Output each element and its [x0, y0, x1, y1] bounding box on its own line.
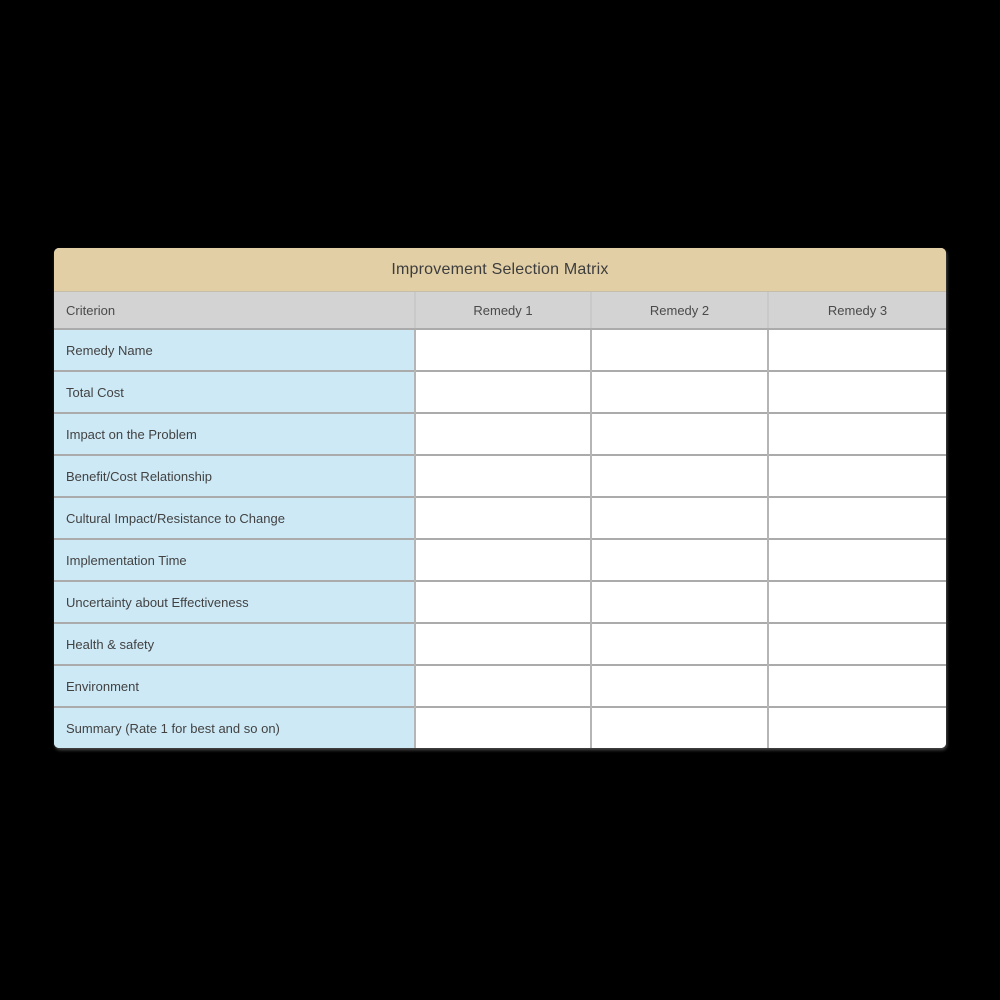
remedy-value-cell	[415, 329, 591, 371]
remedy-value-cell	[768, 413, 946, 455]
criterion-cell: Impact on the Problem	[54, 413, 415, 455]
remedy-value-cell	[415, 413, 591, 455]
remedy-value-cell	[591, 371, 768, 413]
remedy-value-cell	[768, 497, 946, 539]
remedy-value-cell	[415, 497, 591, 539]
table-row	[54, 707, 946, 748]
table-row	[54, 371, 946, 413]
table-row	[54, 497, 946, 539]
remedy-value-cell	[591, 623, 768, 665]
remedy-value-cell	[591, 497, 768, 539]
remedy-value-cell	[768, 665, 946, 707]
criterion-cell: Uncertainty about Effectiveness	[54, 581, 415, 623]
column-header-remedy: Remedy 3	[768, 292, 946, 329]
criterion-cell: Environment	[54, 665, 415, 707]
remedy-value-cell	[768, 623, 946, 665]
remedy-value-cell	[415, 539, 591, 581]
remedy-value-cell	[591, 707, 768, 748]
remedy-value-cell	[415, 665, 591, 707]
criterion-cell: Implementation Time	[54, 539, 415, 581]
table-row	[54, 665, 946, 707]
matrix-title: Improvement Selection Matrix	[54, 248, 946, 292]
table-row	[54, 539, 946, 581]
table-row	[54, 413, 946, 455]
column-header-remedy: Remedy 2	[591, 292, 768, 329]
remedy-value-cell	[591, 539, 768, 581]
table-row	[54, 623, 946, 665]
column-header-remedy: Remedy 1	[415, 292, 591, 329]
header-row	[54, 292, 946, 329]
criterion-cell: Summary (Rate 1 for best and so on)	[54, 707, 415, 748]
improvement-selection-matrix	[54, 248, 946, 748]
table-row	[54, 329, 946, 371]
remedy-value-cell	[768, 581, 946, 623]
remedy-value-cell	[768, 455, 946, 497]
criterion-cell: Cultural Impact/Resistance to Change	[54, 497, 415, 539]
criterion-cell: Total Cost	[54, 371, 415, 413]
table-row	[54, 581, 946, 623]
criterion-cell: Health & safety	[54, 623, 415, 665]
matrix-table	[54, 292, 946, 748]
remedy-value-cell	[591, 455, 768, 497]
remedy-value-cell	[591, 413, 768, 455]
remedy-value-cell	[591, 665, 768, 707]
criterion-cell: Remedy Name	[54, 329, 415, 371]
remedy-value-cell	[415, 581, 591, 623]
remedy-value-cell	[768, 539, 946, 581]
remedy-value-cell	[415, 371, 591, 413]
remedy-value-cell	[768, 329, 946, 371]
column-header-criterion: Criterion	[54, 292, 415, 329]
criterion-cell: Benefit/Cost Relationship	[54, 455, 415, 497]
remedy-value-cell	[415, 623, 591, 665]
remedy-value-cell	[768, 371, 946, 413]
remedy-value-cell	[415, 455, 591, 497]
table-body	[54, 329, 946, 748]
remedy-value-cell	[591, 329, 768, 371]
remedy-value-cell	[591, 581, 768, 623]
remedy-value-cell	[768, 707, 946, 748]
table-row	[54, 455, 946, 497]
remedy-value-cell	[415, 707, 591, 748]
